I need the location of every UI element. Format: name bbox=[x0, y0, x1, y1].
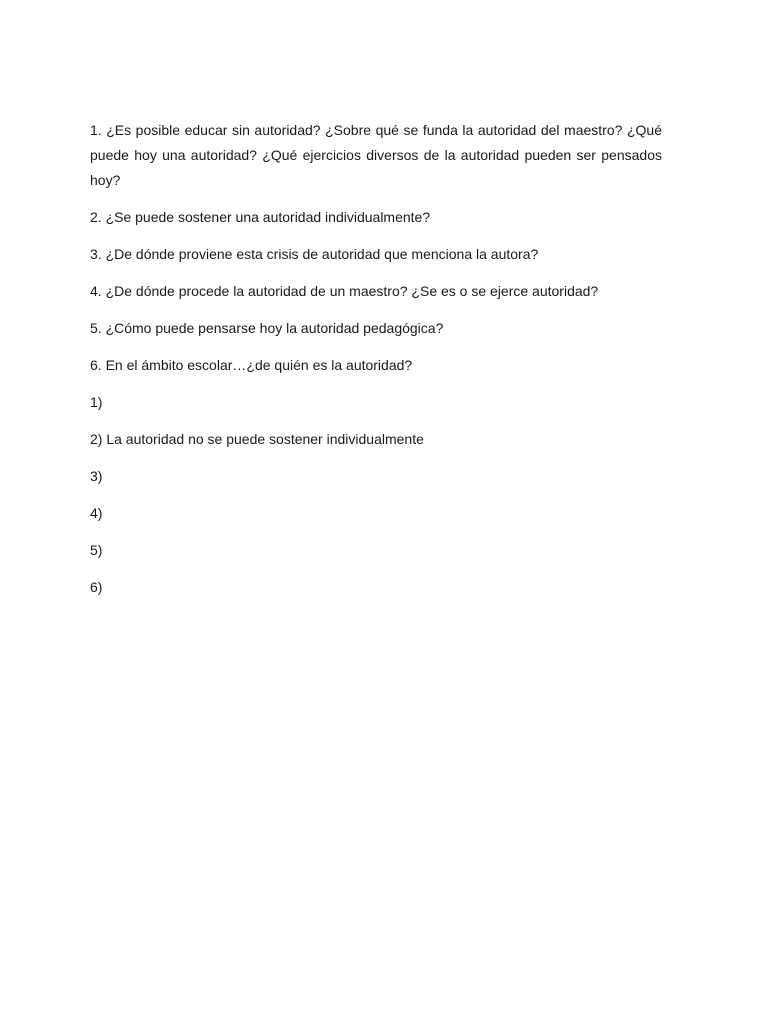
question-3: 3. ¿De dónde proviene esta crisis de autoridad que menciona la autora? bbox=[90, 246, 539, 262]
question-1: 1. ¿Es posible educar sin autoridad? ¿Sobre qué se funda la autoridad del maestro? ¿Qué puede hoy una autoridad? ¿Qué ejercicios diversos de la autoridad pueden ser pensados hoy? bbox=[90, 122, 662, 188]
document-page bbox=[90, 118, 662, 612]
question-2: 2. ¿Se puede sostener una autoridad individualmente? bbox=[90, 209, 431, 225]
answer-3: 3) bbox=[90, 468, 103, 484]
answer-2: 2) La autoridad no se puede sostener individualmente bbox=[90, 431, 424, 447]
answer-4: 4) bbox=[90, 505, 103, 521]
answer-5: 5) bbox=[90, 542, 103, 558]
question-5: 5. ¿Cómo puede pensarse hoy la autoridad pedagógica? bbox=[90, 320, 444, 336]
answer-1: 1) bbox=[90, 394, 103, 410]
question-4: 4. ¿De dónde procede la autoridad de un maestro? ¿Se es o se ejerce autoridad? bbox=[90, 283, 599, 299]
answer-6: 6) bbox=[90, 579, 103, 595]
question-6: 6. En el ámbito escolar…¿de quién es la autoridad? bbox=[90, 357, 413, 373]
